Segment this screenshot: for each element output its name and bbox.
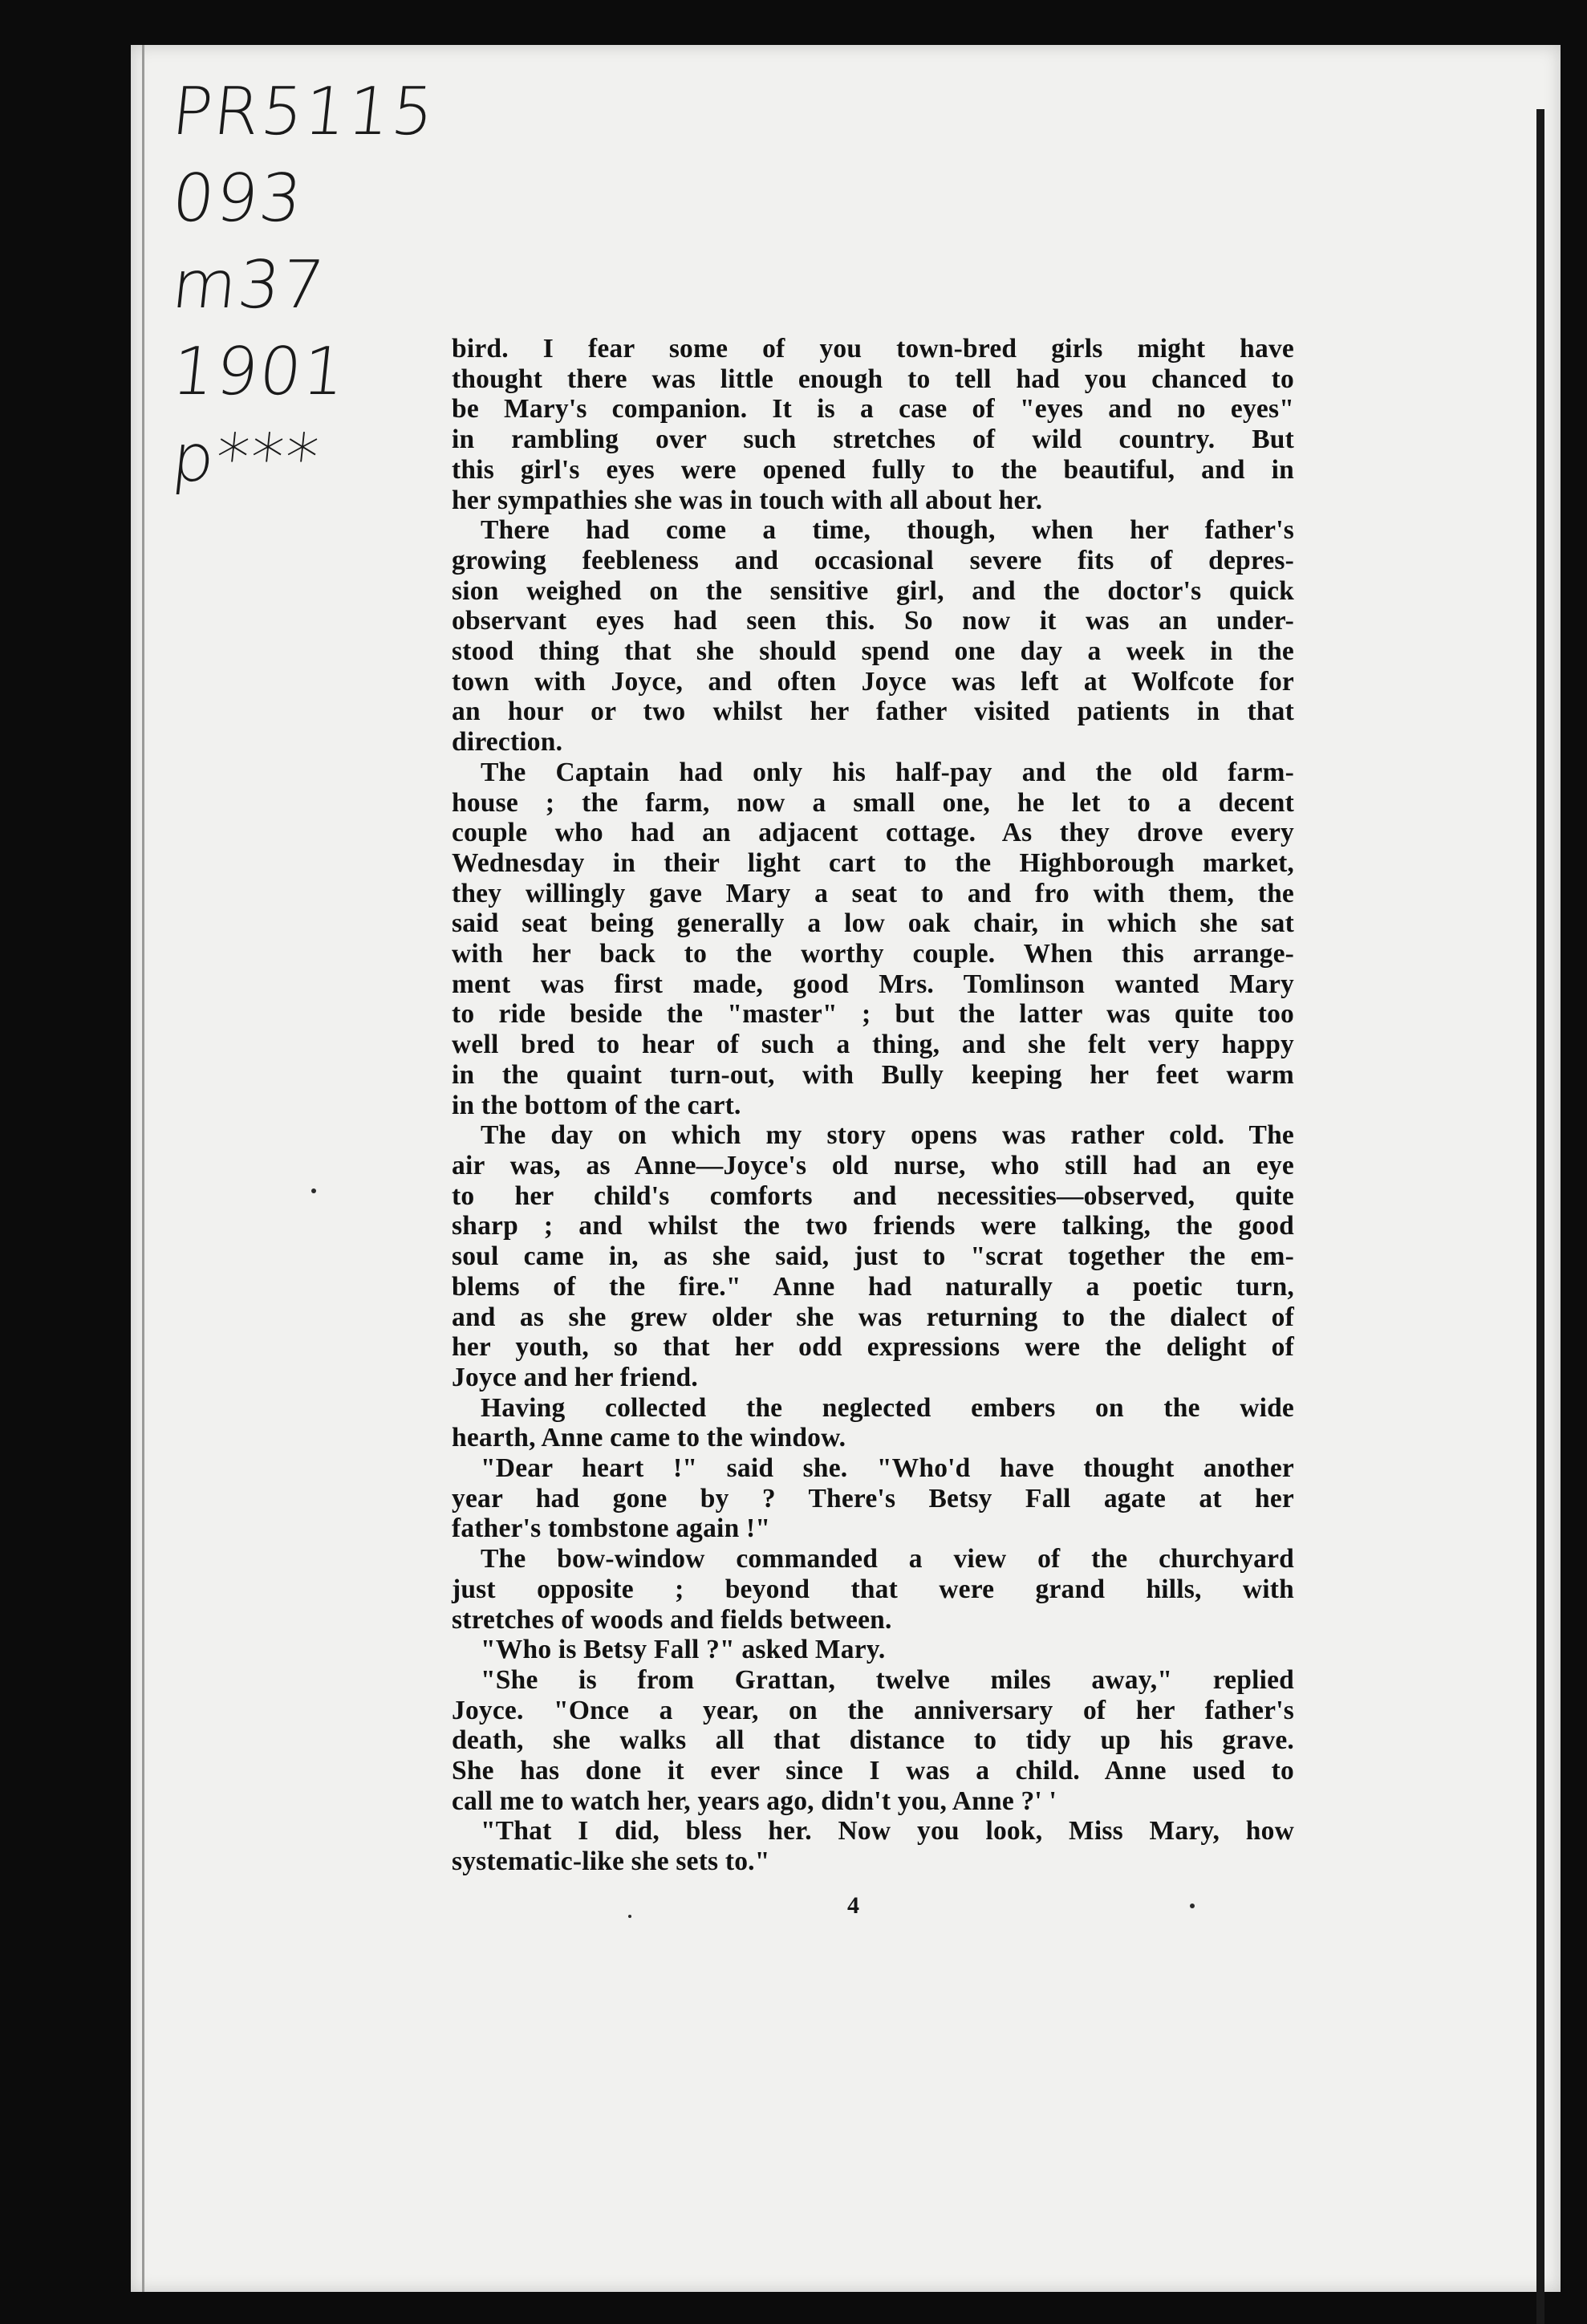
text-line: soul came in, as she said, just to "scrat together the em- bbox=[452, 1241, 1294, 1272]
text-line: "Who is Betsy Fall ?" asked Mary. bbox=[481, 1635, 886, 1665]
scan-speck bbox=[628, 1915, 631, 1918]
paragraph bbox=[452, 1665, 1294, 1817]
text-line: "That I did, bless her. Now you look, Miss Mary, how bbox=[481, 1816, 1294, 1847]
paragraph bbox=[452, 1544, 1294, 1635]
text-line: they willingly gave Mary a seat to and fro with them, the bbox=[452, 878, 1294, 908]
text-line: bird. I fear some of you town-bred girls might have bbox=[452, 334, 1294, 364]
text-line: Joyce. "Once a year, on the anniversary of her father's bbox=[452, 1695, 1294, 1725]
call-number-line: p*** bbox=[168, 421, 324, 497]
text-line: and as she grew older she was returning to the dialect of bbox=[452, 1302, 1294, 1332]
text-line: this girl's eyes were opened fully to the beautiful, and in bbox=[452, 454, 1294, 485]
paragraph bbox=[452, 1816, 1294, 1876]
text-line: There had come a time, though, when her father's bbox=[481, 515, 1294, 546]
text-line: well bred to hear of such a thing, and she felt very happy bbox=[452, 1030, 1294, 1060]
text-line: with her back to the worthy couple. When this arrange- bbox=[452, 939, 1294, 969]
text-line: hearth, Anne came to the window. bbox=[452, 1423, 846, 1453]
page-fold-shadow bbox=[142, 45, 144, 2292]
text-line: in rambling over such stretches of wild country. But bbox=[452, 425, 1294, 455]
text-line: direction. bbox=[452, 727, 563, 758]
text-line: in the bottom of the cart. bbox=[452, 1090, 741, 1120]
text-line: to ride beside the "master" ; but the latter was quite too bbox=[452, 999, 1294, 1030]
next-page-edge bbox=[1536, 109, 1544, 2324]
text-line: call me to watch her, years ago, didn't you, Anne ?' ' bbox=[452, 1786, 1057, 1816]
text-line: growing feebleness and occasional severe fits of depres- bbox=[452, 545, 1294, 575]
text-line: in the quaint turn-out, with Bully keeping her feet warm bbox=[452, 1059, 1294, 1090]
text-line: ment was first made, good Mrs. Tomlinson wanted Mary bbox=[452, 969, 1294, 999]
paragraph bbox=[452, 758, 1294, 1120]
text-line: an hour or two whilst her father visited patients in that bbox=[452, 697, 1294, 727]
text-line: said seat being generally a low oak chair, in which she sat bbox=[452, 908, 1294, 939]
text-line: Having collected the neglected embers on the wide bbox=[481, 1392, 1294, 1423]
text-line: air was, as Anne—Joyce's old nurse, who still had an eye bbox=[452, 1150, 1294, 1180]
call-number-line: 093 bbox=[168, 160, 307, 237]
text-line: house ; the farm, now a small one, he let to a decent bbox=[452, 787, 1294, 818]
scan-speck bbox=[311, 1188, 316, 1193]
text-line: observant eyes had seen this. So now it was an under- bbox=[452, 606, 1294, 636]
call-number-line: m37 bbox=[168, 247, 330, 323]
text-line: systematic-like she sets to." bbox=[452, 1847, 770, 1877]
text-line: be Mary's companion. It is a case of "eyes and no eyes" bbox=[452, 394, 1294, 425]
text-line: to her child's comforts and necessities—observed, quite bbox=[452, 1180, 1294, 1211]
text-line: Wednesday in their light cart to the Highborough market, bbox=[452, 847, 1294, 878]
scan-speck bbox=[1190, 1903, 1195, 1908]
text-line: town with Joyce, and often Joyce was left at Wolfcote for bbox=[452, 666, 1294, 697]
handwritten-call-number bbox=[168, 69, 461, 502]
call-number-line: 1901 bbox=[168, 334, 351, 410]
paragraph bbox=[452, 1635, 1294, 1665]
text-line: stretches of woods and fields between. bbox=[452, 1604, 892, 1635]
text-line: year had gone by ? There's Betsy Fall agate at her bbox=[452, 1483, 1294, 1513]
text-line: her youth, so that her odd expressions were the delight of bbox=[452, 1332, 1294, 1363]
text-line: just opposite ; beyond that were grand hills, with bbox=[452, 1574, 1294, 1604]
book-page bbox=[131, 45, 1561, 2292]
text-line: "Dear heart !" said she. "Who'd have thought another bbox=[481, 1453, 1294, 1484]
page-number: 4 bbox=[847, 1892, 859, 1919]
paragraph bbox=[452, 1393, 1294, 1453]
text-line: The day on which my story opens was rather cold. The bbox=[481, 1120, 1294, 1151]
text-line: blems of the fire." Anne had naturally a poetic turn, bbox=[452, 1271, 1294, 1302]
paragraph bbox=[452, 334, 1294, 515]
call-number-line: PR5115 bbox=[168, 74, 440, 150]
paragraph bbox=[452, 1453, 1294, 1544]
text-line: stood thing that she should spend one day a week in the bbox=[452, 636, 1294, 667]
text-line: She has done it ever since I was a child. Anne used to bbox=[452, 1756, 1294, 1786]
body-text bbox=[452, 334, 1294, 1877]
text-line: Joyce and her friend. bbox=[452, 1362, 698, 1392]
text-line: her sympathies she was in touch with all about her. bbox=[452, 485, 1043, 515]
text-line: sion weighed on the sensitive girl, and the doctor's quick bbox=[452, 575, 1294, 606]
paragraph bbox=[452, 1120, 1294, 1392]
text-line: couple who had an adjacent cottage. As they drove every bbox=[452, 818, 1294, 848]
text-line: father's tombstone again !" bbox=[452, 1513, 771, 1544]
text-line: The Captain had only his half-pay and the old farm- bbox=[481, 757, 1294, 787]
text-line: death, she walks all that distance to tidy up his grave. bbox=[452, 1725, 1294, 1756]
paragraph bbox=[452, 515, 1294, 758]
text-line: "She is from Grattan, twelve miles away," replied bbox=[481, 1664, 1294, 1695]
text-line: The bow-window commanded a view of the churchyard bbox=[481, 1544, 1294, 1574]
text-line: sharp ; and whilst the two friends were talking, the good bbox=[452, 1211, 1294, 1241]
text-line: thought there was little enough to tell had you chanced to bbox=[452, 364, 1294, 394]
